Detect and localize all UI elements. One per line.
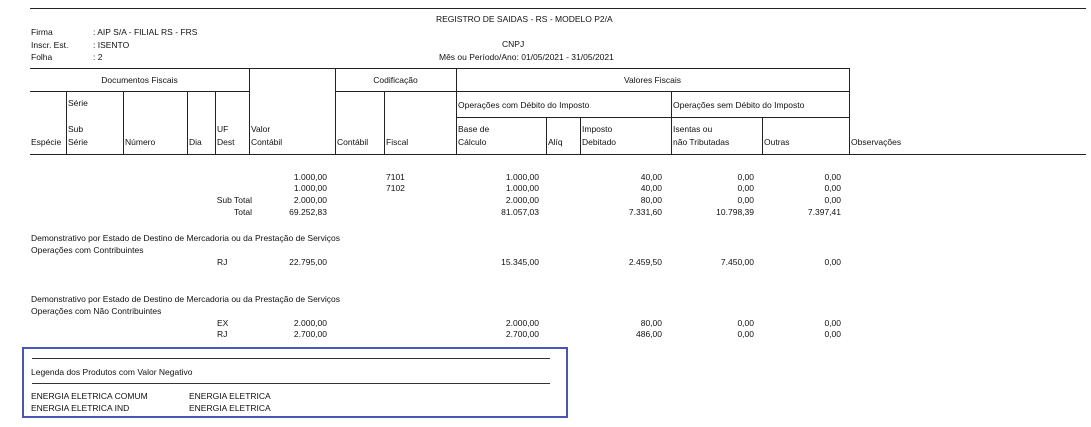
folha-value: : 2 — [93, 52, 103, 62]
cell-valor: 2.000,00 — [293, 318, 327, 328]
total-label: Total — [234, 207, 252, 217]
header-imposto: Imposto — [582, 124, 613, 134]
legend-product: ENERGIA ELETRICA COMUM — [31, 391, 148, 401]
col-divider — [249, 68, 250, 154]
cell-outras: 0,00 — [824, 183, 841, 193]
section1-subtitle: Operações com Contribuintes — [31, 245, 144, 255]
header-codificacao: Codificação — [373, 75, 418, 85]
cell-uf: RJ — [217, 257, 228, 267]
legend-desc: ENERGIA ELETRICA — [189, 391, 271, 401]
header-serie: Série — [68, 98, 88, 108]
cnpj-label: CNPJ — [502, 39, 525, 49]
col-divider — [580, 117, 581, 154]
legend-desc: ENERGIA ELETRICA — [189, 403, 271, 413]
cell-isentas: 0,00 — [737, 195, 754, 205]
header-valor: Valor — [251, 124, 271, 134]
cell-fiscal: 7101 — [386, 172, 405, 182]
table-header-bottom-line — [30, 154, 1086, 155]
cell-base: 1.000,00 — [505, 172, 539, 182]
header-uf: UF — [217, 124, 229, 134]
docs-header-line — [30, 91, 249, 92]
col-divider — [671, 91, 672, 154]
header-documentos-fiscais: Documentos Fiscais — [101, 75, 178, 85]
header-fiscal: Fiscal — [386, 137, 409, 147]
cell-fiscal: 7102 — [386, 183, 405, 193]
header-base: Base de — [458, 124, 490, 134]
cell-isentas: 10.798,39 — [716, 207, 754, 217]
cell-outras: 0,00 — [824, 195, 841, 205]
cell-valor: 2.000,00 — [293, 195, 327, 205]
cell-valor: 22.795,00 — [289, 257, 327, 267]
cell-outras: 0,00 — [824, 329, 841, 339]
cell-imposto: 80,00 — [640, 318, 662, 328]
cell-isentas: 0,00 — [737, 172, 754, 182]
col-divider — [849, 68, 850, 154]
section2-title: Demonstrativo por Estado de Destino de Mercadoria ou da Prestação de Serviços — [31, 294, 340, 304]
header-op-com-debito: Operações com Débito do Imposto — [458, 100, 590, 110]
cell-outras: 0,00 — [824, 172, 841, 182]
valores-header-line — [456, 91, 849, 92]
cell-base: 2.000,00 — [505, 318, 539, 328]
legend-box — [22, 347, 568, 418]
top-rule — [30, 8, 1086, 9]
col-divider — [546, 117, 547, 154]
period-label: Mês ou Período/Ano: 01/05/2021 - 31/05/2021 — [439, 52, 614, 62]
cell-outras: 7.397,41 — [807, 207, 841, 217]
cell-base: 81.057,03 — [501, 207, 539, 217]
header-valor-contabil: Contábil — [251, 137, 283, 147]
cell-imposto: 486,00 — [636, 329, 662, 339]
firma-label: Firma — [31, 27, 53, 37]
legend-divider — [32, 383, 550, 384]
report-title: REGISTRO DE SAIDAS - RS - MODELO P2/A — [436, 14, 613, 24]
section2-subtitle: Operações com Não Contribuintes — [31, 306, 162, 316]
legend-product: ENERGIA ELETRICA IND — [31, 403, 130, 413]
cell-base: 2.000,00 — [505, 195, 539, 205]
cell-isentas: 7.450,00 — [720, 257, 754, 267]
cell-base: 1.000,00 — [505, 183, 539, 193]
header-observacoes: Observações — [851, 137, 902, 147]
inscr-label: Inscr. Est. — [31, 40, 69, 50]
operacoes-header-line — [456, 117, 849, 118]
folha-label: Folha — [31, 52, 53, 62]
cell-imposto: 40,00 — [640, 183, 662, 193]
header-sub: Sub — [68, 124, 84, 134]
cod-header-line — [335, 91, 456, 92]
table-top-line — [30, 68, 849, 69]
header-isentas: Isentas ou — [673, 124, 713, 134]
firma-value: : AIP S/A - FILIAL RS - FRS — [93, 27, 198, 37]
header-valores-fiscais: Valores Fiscais — [624, 75, 681, 85]
cell-valor: 69.252,83 — [289, 207, 327, 217]
cell-imposto: 2.459,50 — [628, 257, 662, 267]
col-divider — [123, 91, 124, 154]
header-especie: Espécie — [31, 137, 62, 147]
cell-isentas: 0,00 — [737, 329, 754, 339]
col-divider — [215, 91, 216, 154]
cell-valor: 1.000,00 — [293, 172, 327, 182]
cell-outras: 0,00 — [824, 257, 841, 267]
legend-divider — [32, 358, 550, 359]
header-numero: Número — [125, 137, 156, 147]
cell-imposto: 7.331,60 — [628, 207, 662, 217]
cell-base: 2.700,00 — [505, 329, 539, 339]
cell-imposto: 80,00 — [640, 195, 662, 205]
header-dia: Dia — [189, 137, 202, 147]
col-divider — [66, 91, 67, 154]
header-nao-tributadas: não Tributadas — [673, 137, 730, 147]
header-debitado: Debitado — [582, 137, 617, 147]
legend-title: Legenda dos Produtos com Valor Negativo — [31, 367, 193, 377]
header-sub-serie: Série — [68, 137, 88, 147]
cell-outras: 0,00 — [824, 318, 841, 328]
cell-valor: 2.700,00 — [293, 329, 327, 339]
col-divider — [762, 117, 763, 154]
cell-isentas: 0,00 — [737, 318, 754, 328]
col-divider — [187, 91, 188, 154]
header-calculo: Cálculo — [458, 137, 487, 147]
section1-title: Demonstrativo por Estado de Destino de Mercadoria ou da Prestação de Serviços — [31, 233, 340, 243]
cell-uf: EX — [217, 318, 229, 328]
cell-base: 15.345,00 — [501, 257, 539, 267]
header-cod-contabil: Contábil — [337, 137, 369, 147]
cell-valor: 1.000,00 — [293, 183, 327, 193]
cell-isentas: 0,00 — [737, 183, 754, 193]
subtotal-label: Sub Total — [216, 195, 252, 205]
header-dest: Dest — [217, 137, 235, 147]
col-divider — [384, 91, 385, 154]
cell-uf: RJ — [217, 329, 228, 339]
header-outras: Outras — [764, 137, 790, 147]
header-op-sem-debito: Operações sem Débito do Imposto — [673, 100, 805, 110]
inscr-value: : ISENTO — [93, 40, 130, 50]
cell-imposto: 40,00 — [640, 172, 662, 182]
header-aliq: Alíq — [548, 137, 563, 147]
